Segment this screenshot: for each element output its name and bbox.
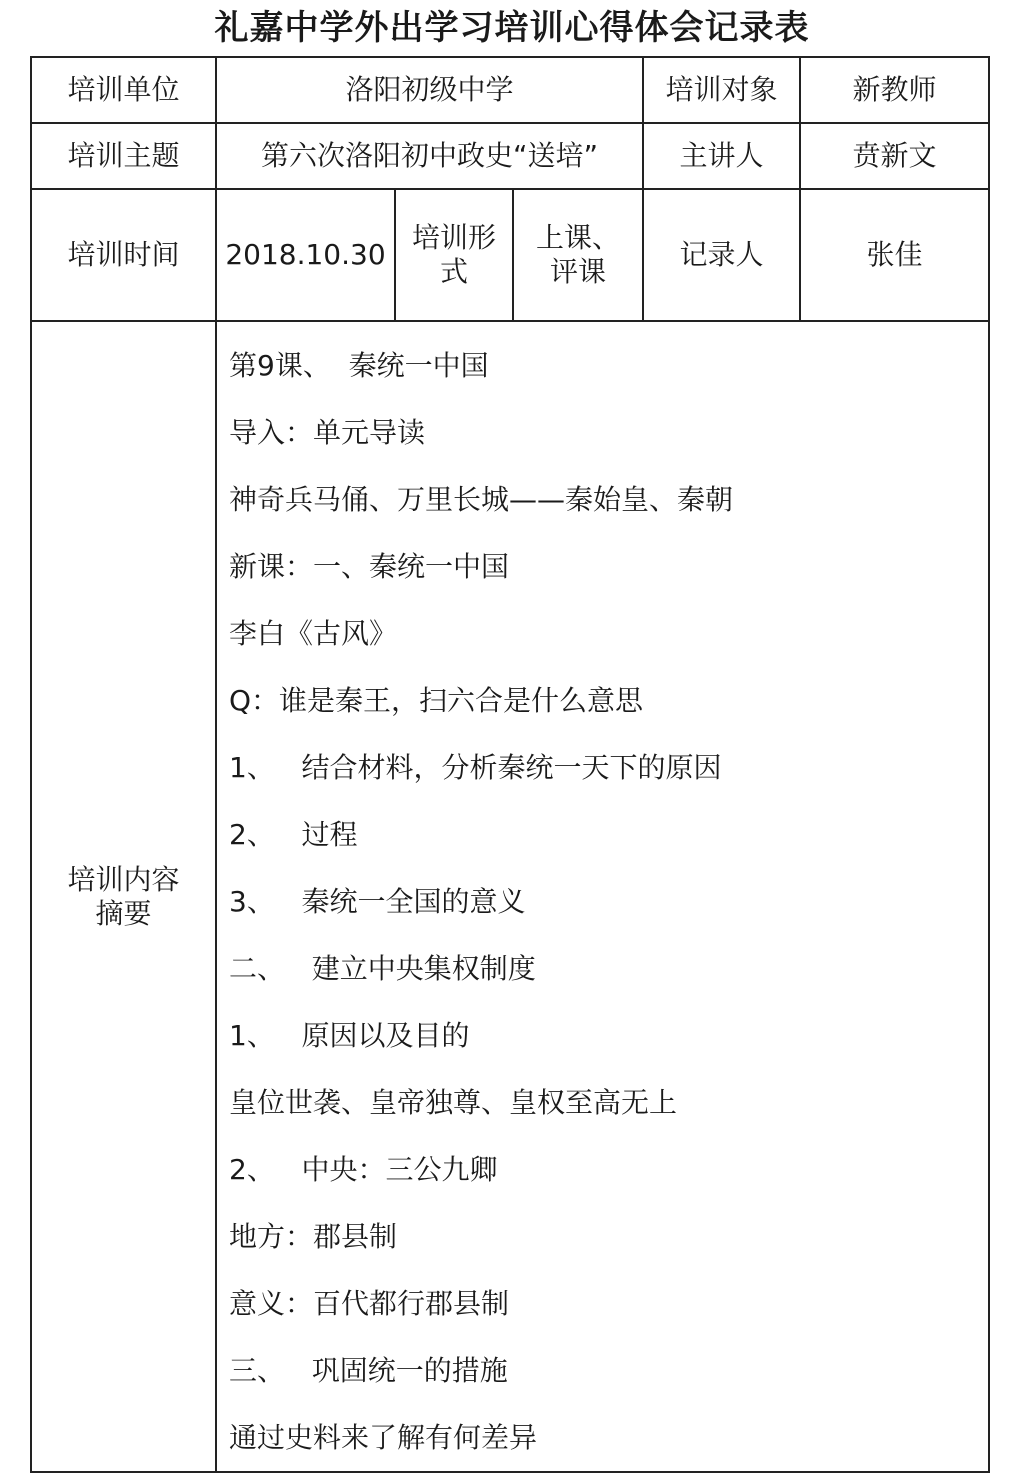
time-value: 2018.10.30 xyxy=(216,189,395,321)
form-label-line: 培训形 xyxy=(411,221,496,255)
topic-label: 培训主题 xyxy=(31,123,216,189)
form-value-line: 评课 xyxy=(549,255,606,288)
topic-value: 第六次洛阳初中政史“送培” xyxy=(216,123,643,189)
content-line: 李白《古风》 xyxy=(229,617,398,650)
content-line: 2、 中央：三公九卿 xyxy=(229,1153,498,1186)
unit-value: 洛阳初级中学 xyxy=(216,57,643,123)
content-line: 新课：一、秦统一中国 xyxy=(229,550,510,583)
content-line: 神奇兵马俑、万里长城——秦始皇、秦朝 xyxy=(229,483,734,516)
content-line: 皇位世袭、皇帝独尊、皇权至高无上 xyxy=(229,1086,678,1119)
document-title: 礼嘉中学外出学习培训心得体会记录表 xyxy=(214,8,810,48)
content-line: 地方：郡县制 xyxy=(229,1220,398,1253)
content-line: 1、 原因以及目的 xyxy=(229,1019,470,1052)
content-line: 2、 过程 xyxy=(229,818,358,851)
table-row xyxy=(31,321,989,1472)
content-line: 导入：单元导读 xyxy=(229,416,426,449)
content-line: 三、 巩固统一的措施 xyxy=(229,1354,508,1387)
table-row xyxy=(31,57,989,123)
content-label-line: 培训内容 xyxy=(67,862,180,896)
form-label-line: 式 xyxy=(439,255,468,288)
target-label: 培训对象 xyxy=(643,57,800,123)
content-line: 二、 建立中央集权制度 xyxy=(229,952,536,985)
record-table xyxy=(30,56,990,1473)
recorder-label: 记录人 xyxy=(643,189,800,321)
table-row xyxy=(31,123,989,189)
content-label xyxy=(31,321,216,1472)
table-row xyxy=(31,189,989,321)
content-label-line: 摘要 xyxy=(95,896,152,930)
form-value xyxy=(513,189,643,321)
content-line: 通过史料来了解有何差异 xyxy=(229,1421,538,1454)
content-line: 意义：百代都行郡县制 xyxy=(229,1287,510,1320)
time-label: 培训时间 xyxy=(31,189,216,321)
content-line: Q：谁是秦王，扫六合是什么意思 xyxy=(229,684,644,717)
content-line: 3、 秦统一全国的意义 xyxy=(229,885,526,918)
content-summary xyxy=(216,321,989,1472)
speaker-value: 贲新文 xyxy=(800,123,989,189)
recorder-value: 张佳 xyxy=(800,189,989,321)
form-value-line: 上课、 xyxy=(535,221,620,255)
speaker-label: 主讲人 xyxy=(643,123,800,189)
target-value: 新教师 xyxy=(800,57,989,123)
unit-label: 培训单位 xyxy=(31,57,216,123)
content-line: 1、 结合材料，分析秦统一天下的原因 xyxy=(229,751,722,784)
content-line: 第9课、 秦统一中国 xyxy=(229,349,489,382)
form-label xyxy=(395,189,513,321)
